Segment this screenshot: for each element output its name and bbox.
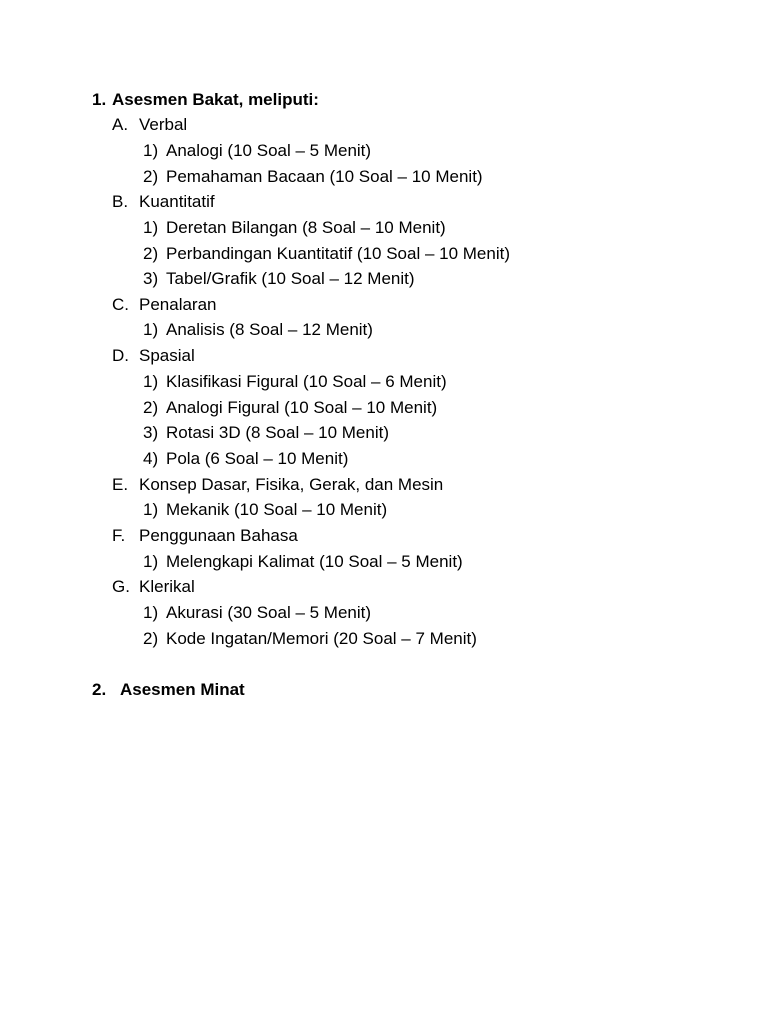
list-item: Klasifikasi Figural (10 Soal – 6 Menit) xyxy=(166,372,447,391)
list-item: Tabel/Grafik (10 Soal – 12 Menit) xyxy=(166,269,415,288)
list-item: Rotasi 3D (8 Soal – 10 Menit) xyxy=(166,423,389,442)
subsection-letter: A. xyxy=(112,115,129,134)
list-item-number: 3) xyxy=(143,423,159,442)
subsection-label: Penalaran xyxy=(139,295,217,314)
list-item-number: 2) xyxy=(143,167,159,186)
list-item: Analisis (8 Soal – 12 Menit) xyxy=(166,320,373,339)
section-2-title: Asesmen Minat xyxy=(120,680,245,699)
list-item-number: 1) xyxy=(143,218,159,237)
subsection-letter: D. xyxy=(112,346,129,365)
subsection-label: Verbal xyxy=(139,115,188,134)
list-item-number: 4) xyxy=(143,449,159,468)
subsection-letter: E. xyxy=(112,475,129,494)
section-2-number: 2. xyxy=(92,680,107,699)
list-item-number: 1) xyxy=(143,500,159,519)
list-item-number: 2) xyxy=(143,629,159,648)
subsection-label: Konsep Dasar, Fisika, Gerak, dan Mesin xyxy=(139,475,444,494)
subsection-label: Penggunaan Bahasa xyxy=(139,526,298,545)
list-item: Melengkapi Kalimat (10 Soal – 5 Menit) xyxy=(166,552,463,571)
list-item-number: 1) xyxy=(143,320,159,339)
subsection-letter: F. xyxy=(112,526,126,545)
subsection-label: Spasial xyxy=(139,346,195,365)
list-item: Deretan Bilangan (8 Soal – 10 Menit) xyxy=(166,218,446,237)
list-item-number: 2) xyxy=(143,398,159,417)
section-1-title: Asesmen Bakat, meliputi: xyxy=(112,90,319,109)
list-item: Perbandingan Kuantitatif (10 Soal – 10 Menit) xyxy=(166,244,511,263)
list-item-number: 1) xyxy=(143,372,159,391)
subsection-label: Klerikal xyxy=(139,577,195,596)
list-item: Mekanik (10 Soal – 10 Menit) xyxy=(166,500,388,519)
list-item-number: 1) xyxy=(143,552,159,571)
subsection-letter: C. xyxy=(112,295,129,314)
list-item-number: 2) xyxy=(143,244,159,263)
list-item: Analogi Figural (10 Soal – 10 Menit) xyxy=(166,398,438,417)
list-item: Analogi (10 Soal – 5 Menit) xyxy=(166,141,372,160)
list-item: Pola (6 Soal – 10 Menit) xyxy=(166,449,349,468)
section-1-number: 1. xyxy=(92,90,107,109)
list-item-number: 1) xyxy=(143,603,159,622)
list-item-number: 1) xyxy=(143,141,159,160)
list-item: Pemahaman Bacaan (10 Soal – 10 Menit) xyxy=(166,167,483,186)
subsection-letter: B. xyxy=(112,192,129,211)
subsection-label: Kuantitatif xyxy=(139,192,215,211)
list-item: Akurasi (30 Soal – 5 Menit) xyxy=(166,603,372,622)
list-item: Kode Ingatan/Memori (20 Soal – 7 Menit) xyxy=(166,629,477,648)
subsection-letter: G. xyxy=(112,577,130,596)
list-item-number: 3) xyxy=(143,269,159,288)
